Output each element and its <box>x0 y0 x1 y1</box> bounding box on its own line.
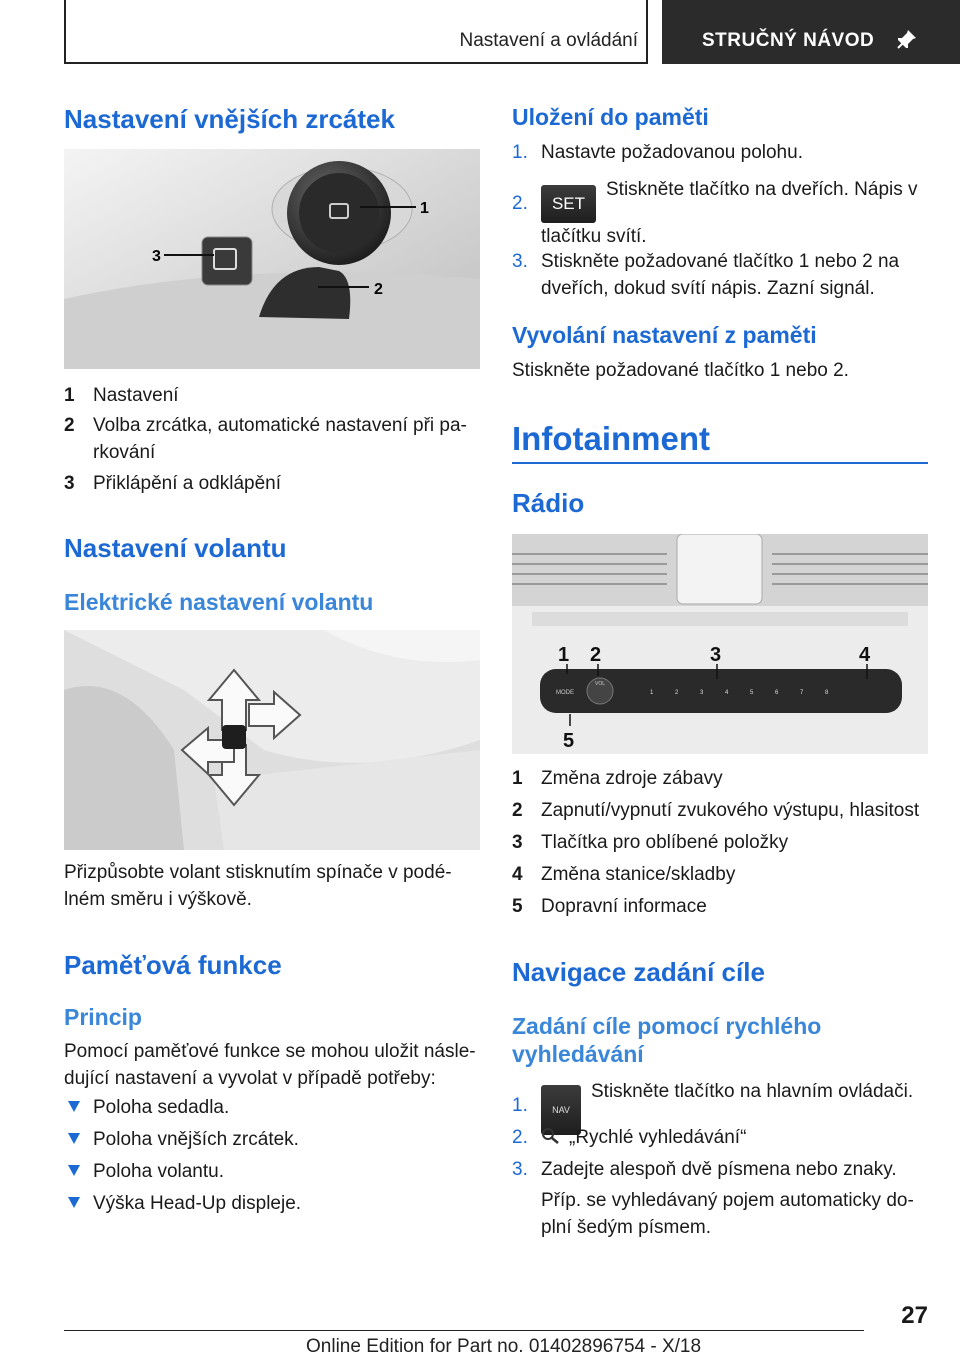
preset-key: 4 <box>725 690 729 696</box>
memory-text: Pomocí paměťové funkce se mohou uložit násle-dující nastavení a vyvolat v případě potřeby: <box>64 1041 476 1089</box>
radio-legend-item-2 <box>512 797 928 824</box>
mirror-callout-2: 2 <box>374 281 383 298</box>
step-text: Stiskněte tlačítko na dveřích. Nápis v tlačítku svítí. <box>541 179 918 247</box>
navigation-note <box>512 1187 928 1241</box>
legend-number: 4 <box>512 864 523 885</box>
navigation-subtitle: Zadání cíle pomocí rychlého vyhledávání <box>512 1013 822 1067</box>
memory-bullet-4 <box>64 1190 480 1217</box>
legend-number: 3 <box>512 832 523 853</box>
mirror-callout-3: 3 <box>152 248 161 265</box>
radio-legend-item-4 <box>512 861 928 888</box>
legend-number: 2 <box>512 800 523 821</box>
legend-text: Dopravní informace <box>541 896 707 917</box>
steering-adjust-illustration <box>64 630 480 850</box>
triangle-bullet-icon <box>68 1133 80 1144</box>
header-tab[interactable] <box>662 0 960 64</box>
step-number: 2. <box>512 1127 528 1148</box>
step-text: Nastavte požadovanou polohu. <box>541 142 803 163</box>
mode-key-label: MODE <box>556 690 574 696</box>
triangle-bullet-icon <box>68 1101 80 1112</box>
recall-title: Vyvolání nastavení z paměti <box>512 322 817 348</box>
save-step-1 <box>512 139 928 166</box>
infotainment-title: Infotainment <box>512 420 710 457</box>
mirrors-title: Nastavení vnějších zrcátek <box>64 104 395 134</box>
legend-text: Zapnutí/vypnutí zvukového výstupu, hlasitost <box>541 800 920 821</box>
radio-legend-item-5 <box>512 893 928 920</box>
preset-key: 7 <box>800 690 804 696</box>
step-number: 3. <box>512 1159 528 1180</box>
search-icon <box>541 1127 561 1145</box>
navigation-step-3 <box>512 1156 928 1183</box>
preset-key: 8 <box>825 690 829 696</box>
radio-callout-2: 2 <box>590 644 602 666</box>
nav-button-icon: NAV <box>541 1085 581 1135</box>
legend-number: 2 <box>64 415 75 436</box>
bullet-text: Poloha volantu. <box>93 1161 224 1182</box>
step-number: 1. <box>512 1095 528 1116</box>
legend-number: 1 <box>512 768 523 789</box>
infotainment-rule <box>512 462 928 464</box>
step-text: „Rychlé vyhledávání“ <box>569 1127 747 1148</box>
steering-subtitle: Elektrické nastavení volantu <box>64 589 374 615</box>
legend-text: Přiklápění a odklápění <box>93 473 282 494</box>
header-section-title: Nastavení a ovládání <box>459 30 638 51</box>
legend-text: Volba zrcátka, automatické nastavení při pa-rkování <box>93 415 467 463</box>
vol-key-label: VOL <box>595 681 606 687</box>
footer-edition: Online Edition for Part no. 01402896754 - X/18 <box>306 1336 702 1357</box>
memory-bullet-1 <box>64 1094 480 1121</box>
set-button-icon: SET <box>541 185 596 223</box>
navigation-step-2 <box>512 1124 928 1151</box>
legend-text: Změna stanice/skladby <box>541 864 736 885</box>
mirrors-legend-item-2 <box>64 412 480 466</box>
preset-key: 5 <box>750 690 754 696</box>
radio-legend-item-1 <box>512 765 928 792</box>
steering-text: Přizpůsobte volant stisknutím spínače v podé-lném směru i výškově. <box>64 862 452 910</box>
legend-text: Nastavení <box>93 385 179 406</box>
steering-adjust-image <box>64 630 480 850</box>
preset-key: 6 <box>775 690 779 696</box>
mirror-controls-image <box>64 149 480 369</box>
mirrors-legend-item-3 <box>64 470 480 497</box>
header-tab-label: STRUČNÝ NÁVOD <box>702 30 875 51</box>
save-step-3 <box>512 248 928 302</box>
legend-number: 3 <box>64 473 75 494</box>
radio-panel-image <box>512 534 928 754</box>
preset-key: 3 <box>700 690 704 696</box>
radio-legend-item-3 <box>512 829 928 856</box>
mirrors-legend-item-1 <box>64 382 480 409</box>
step-number: 1. <box>512 142 528 163</box>
radio-callout-1: 1 <box>558 644 570 666</box>
radio-callout-5: 5 <box>563 730 575 752</box>
navigation-title: Navigace zadání cíle <box>512 957 765 987</box>
legend-text: Tlačítka pro oblíbené položky <box>541 832 789 853</box>
footer-rule <box>64 1330 864 1331</box>
bullet-text: Výška Head-Up displeje. <box>93 1193 302 1214</box>
pin-icon <box>894 28 918 52</box>
memory-bullet-3 <box>64 1158 480 1185</box>
radio-panel-illustration <box>512 534 928 754</box>
preset-key: 1 <box>650 690 654 696</box>
save-step-2 <box>512 176 928 250</box>
memory-subtitle: Princip <box>64 1004 142 1030</box>
step-text: Zadejte alespoň dvě písmena nebo znaky. <box>541 1159 897 1180</box>
memory-bullet-2 <box>64 1126 480 1153</box>
radio-title: Rádio <box>512 488 585 518</box>
step-text: Stiskněte požadované tlačítko 1 nebo 2 na dveřích, dokud svítí nápis. Zazní signál. <box>541 251 900 299</box>
memory-title: Paměťová funkce <box>64 950 282 980</box>
save-title: Uložení do paměti <box>512 104 709 130</box>
page-number: 27 <box>901 1302 928 1329</box>
step-number: 2. <box>512 193 528 214</box>
radio-callout-4: 4 <box>859 644 871 666</box>
legend-number: 1 <box>64 385 75 406</box>
note-text: Příp. se vyhledávaný pojem automaticky do-plní šedým písmem. <box>541 1190 914 1238</box>
bullet-text: Poloha vnějších zrcátek. <box>93 1129 299 1150</box>
steering-title: Nastavení volantu <box>64 533 287 563</box>
mirror-controls-illustration <box>64 149 480 369</box>
legend-text: Změna zdroje zábavy <box>541 768 723 789</box>
mirror-callout-1: 1 <box>420 200 429 217</box>
triangle-bullet-icon <box>68 1165 80 1176</box>
preset-key: 2 <box>675 690 679 696</box>
recall-text: Stiskněte požadované tlačítko 1 nebo 2. <box>512 360 849 381</box>
step-text: Stiskněte tlačítko na hlavním ovládači. <box>591 1081 914 1102</box>
triangle-bullet-icon <box>68 1197 80 1208</box>
step-number: 3. <box>512 251 528 272</box>
radio-callout-3: 3 <box>710 644 722 666</box>
legend-number: 5 <box>512 896 523 917</box>
bullet-text: Poloha sedadla. <box>93 1097 230 1118</box>
